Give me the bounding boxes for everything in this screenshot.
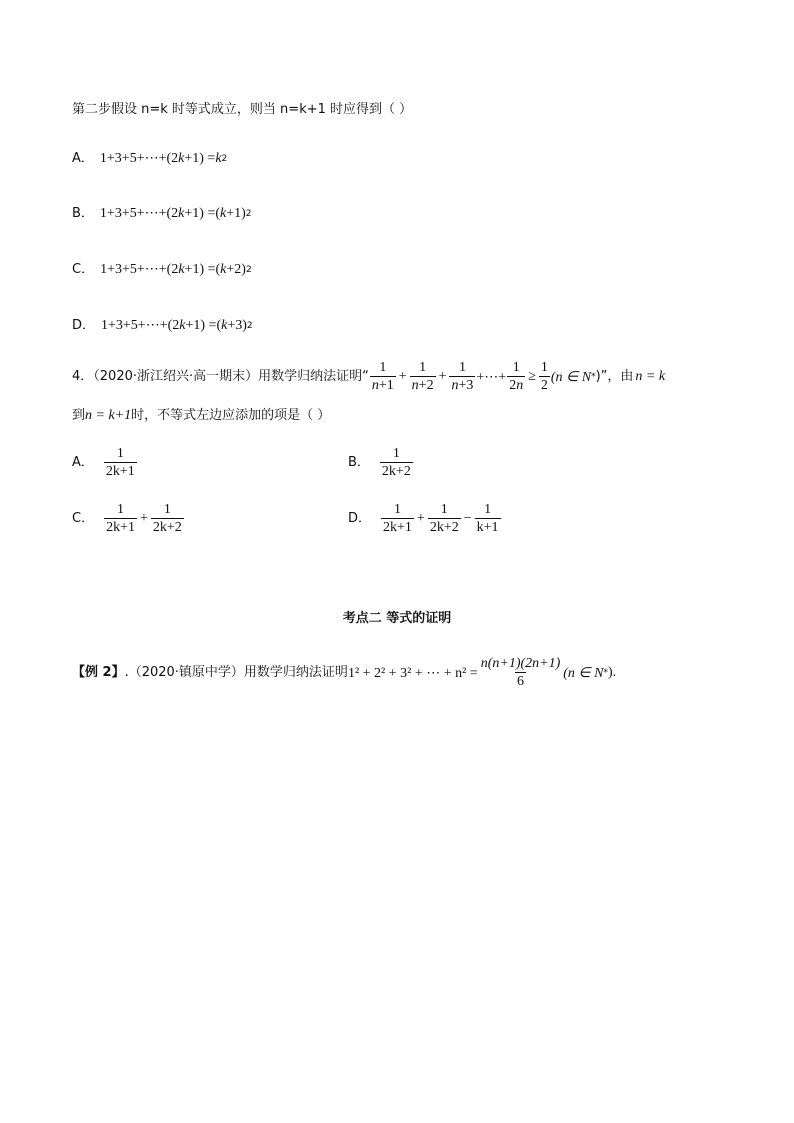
q4-b-frac: $\frac{1}{2k+2}$ <box>381 446 411 479</box>
q3-lhs: 1+3+5+⋯+(2 <box>100 262 179 277</box>
example-end: . <box>612 665 617 680</box>
q4-line2-pre: 到 <box>72 408 86 423</box>
q4-stem-line2 <box>72 408 330 424</box>
option-label: D． <box>72 317 96 333</box>
q4-option-b <box>348 446 414 480</box>
section-title: 考点二 等式的证明 <box>342 611 452 626</box>
q4-dots: +⋯+ <box>476 369 507 385</box>
q3-rhs-post: +1) <box>226 205 246 221</box>
example-cond: (n ∈ N <box>563 665 604 681</box>
q3-rhs-var: k <box>215 150 222 166</box>
q3-lhs-tail: +1) = <box>185 317 217 333</box>
option-label: C． <box>72 261 95 277</box>
q3-lhs: 1+3+5+⋯+(2 <box>99 151 179 166</box>
q4-frac-last: $\frac{1}{2n}$ <box>509 360 524 393</box>
q3-rhs-pre: ( <box>215 205 221 221</box>
q4-frac-2: $\frac{1}{n+2}$ <box>411 360 434 393</box>
q4-d-frac-2: $\frac{1}{2k+2}$ <box>429 502 459 535</box>
q3-rhs-var: k <box>220 261 227 277</box>
q3-rhs-pre: ( <box>216 317 222 333</box>
plus-sign: + <box>139 511 148 526</box>
q4-c-frac-2: $\frac{1}{2k+2}$ <box>152 502 182 535</box>
q4-source: 4．（2020·浙江绍兴·高一期末）用数学归纳法证明“ <box>72 369 369 384</box>
q3-lhs-var: k <box>178 205 185 221</box>
q4-c-frac-1: $\frac{1}{2k+1}$ <box>106 502 135 535</box>
q4-half: $\frac{1}{2}$ <box>540 360 548 393</box>
q3-rhs-post: +3) <box>227 317 247 333</box>
q4-frac-1: $\frac{1}{n+1}$ <box>371 360 394 393</box>
q4-cond-close: )”，由 <box>595 369 634 384</box>
q3-lhs: 1+3+5+⋯+(2 <box>101 318 180 333</box>
q3-lhs-tail: +1) = <box>184 205 216 221</box>
q3-stem: 第二步假设 n=k 时等式成立，则当 n=k+1 时应得到（ ） <box>72 102 413 117</box>
option-label: B． <box>348 455 370 470</box>
q3-rhs-var: k <box>220 205 227 221</box>
option-label: D． <box>348 511 372 526</box>
option-label: A． <box>72 455 94 470</box>
q4-d-frac-3: $\frac{1}{k+1}$ <box>476 502 499 535</box>
q3-rhs-var: k <box>221 317 228 333</box>
option-label: A． <box>72 150 94 166</box>
minus-sign: − <box>463 511 472 526</box>
q4-from: n = k <box>635 369 666 384</box>
q4-option-a <box>72 446 138 480</box>
q4-stem-line1: 4．（2020·浙江绍兴·高一期末）用数学归纳法证明“ $\frac{1}{n+1}$ + $\frac{1}{n+2}$ + $\frac{1}{n+3}$ +⋯+ $\frac{1}{2n}$ ≥ $\frac{1}{2}$ (n ∈ N * )”，由 n = k <box>72 360 666 393</box>
q3-lhs-var: k <box>179 317 186 333</box>
example-cond-close: ) <box>607 665 613 680</box>
q3-lhs-tail: +1) = <box>184 261 216 277</box>
q4-option-d <box>348 502 502 536</box>
example-source: .（2020·镇原中学）用数学归纳法证明 <box>124 665 348 680</box>
q3-option-c: C． 1+3+5+⋯+(2 k +1) = ( k +2) 2 <box>72 261 252 277</box>
q4-a-frac: $\frac{1}{2k+1}$ <box>105 446 135 479</box>
q3-lhs-var: k <box>178 150 185 166</box>
q4-frac-3: $\frac{1}{n+3}$ <box>451 360 474 393</box>
example-2: 【例 2】 .（2020·镇原中学）用数学归纳法证明 1² + 2² + 3² + ⋯ + n² = $\frac{n(n+1)(2n+1)}{6}$ (n ∈ N * ) . <box>72 656 617 689</box>
q4-d-frac-1: $\frac{1}{2k+1}$ <box>383 502 412 535</box>
q4-to: n = k+1 <box>85 408 132 423</box>
q3-rhs-post: +2) <box>226 261 246 277</box>
q4-geq: ≥ <box>528 369 536 384</box>
q4-line2-post: 时，不等式左边应添加的项是（ ） <box>131 408 331 423</box>
q4-cond: (n ∈ N <box>550 369 592 385</box>
q3-option-d: D． 1+3+5+⋯+(2 k +1) = ( k +3) 2 <box>72 317 253 333</box>
example-tag: 【例 2】 <box>72 665 125 680</box>
q3-option-a: A． 1+3+5+⋯+(2 k +1) = k 2 <box>72 150 228 166</box>
example-frac: $\frac{n(n+1)(2n+1)}{6}$ <box>480 656 561 689</box>
q3-option-b: B． 1+3+5+⋯+(2 k +1) = ( k +1) 2 <box>72 205 252 221</box>
q3-lhs: 1+3+5+⋯+(2 <box>99 206 179 221</box>
example-sum: 1² + 2² + 3² + ⋯ + n² = <box>347 665 478 681</box>
plus-sign: + <box>416 511 425 526</box>
q3-lhs-var: k <box>178 261 185 277</box>
q4-option-c <box>72 502 185 536</box>
option-label: B． <box>72 205 94 221</box>
q3-rhs-pre: ( <box>215 261 221 277</box>
q3-lhs-tail: +1) = <box>184 150 216 166</box>
option-label: C． <box>72 511 95 526</box>
